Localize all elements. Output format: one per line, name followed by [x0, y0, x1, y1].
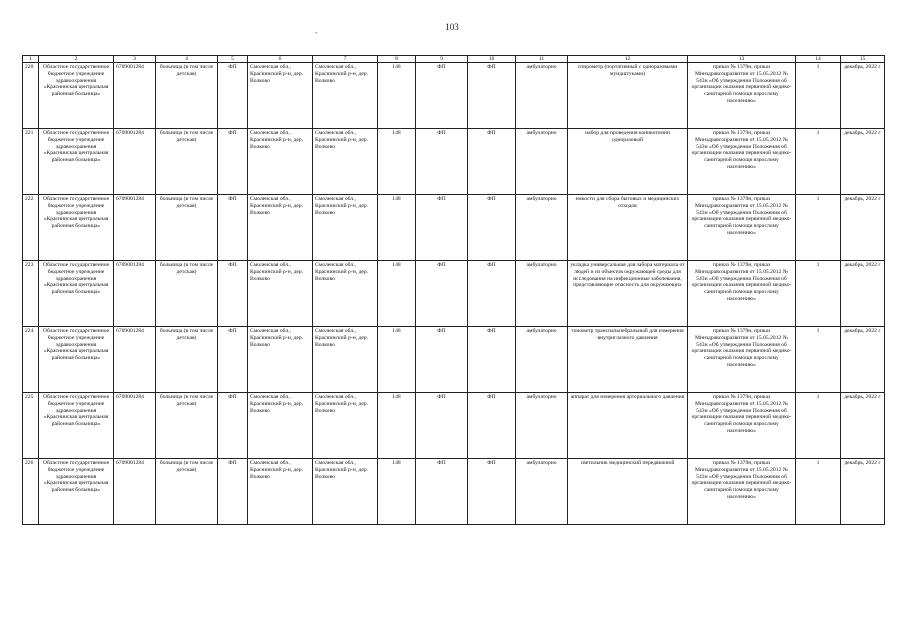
page-number: 103	[445, 22, 459, 32]
quantity-cell: 1	[796, 195, 841, 261]
care-form-cell: амбулаторно	[516, 327, 568, 393]
header-mark: -	[315, 28, 318, 37]
address-cell: Смоленская обл., Краснинский р-н, дер. Волково	[313, 459, 378, 525]
equipment-cell: укладка универсальная для забора материала от людей и из объектов окружающей среды для исследования на инфекционные заболевания, представляющие опасность для окружающих	[568, 261, 688, 327]
unit-cell: ФП	[218, 195, 248, 261]
code-cell: 148	[378, 459, 416, 525]
code-cell: 148	[378, 261, 416, 327]
table-row	[23, 459, 885, 525]
order-cell: приказ № 1379н, приказ Минздравсоцразвития от 15.05.2012 № 543н «Об утверждении Положения об организации оказания первичной медико-санитарной помощи взрослому населению»	[688, 261, 796, 327]
care-form-cell: амбулаторно	[516, 129, 568, 195]
col-header: 8	[378, 56, 416, 63]
address-cell: Смоленская обл., Краснинский р-н, дер. Волково	[313, 261, 378, 327]
unit-type-cell: ФП	[416, 195, 468, 261]
table-row	[23, 195, 885, 261]
address-cell: Смоленская обл., Краснинский р-н, дер. Волково	[248, 129, 313, 195]
unit-type-cell: ФП	[468, 327, 516, 393]
unit-type-cell: ФП	[468, 195, 516, 261]
col-header: 3	[114, 56, 156, 63]
unit-type-cell: ФП	[468, 459, 516, 525]
col-header: 1	[23, 56, 39, 63]
inn-cell: 6709001284	[114, 261, 156, 327]
quantity-cell: 1	[796, 459, 841, 525]
row-number: 225	[23, 393, 39, 459]
unit-cell: ФП	[218, 459, 248, 525]
table-row	[23, 327, 885, 393]
unit-type-cell: ФП	[416, 129, 468, 195]
address-cell: Смоленская обл., Краснинский р-н, дер. Волково	[313, 63, 378, 129]
row-number: 224	[23, 327, 39, 393]
quantity-cell: 1	[796, 129, 841, 195]
unit-type-cell: ФП	[468, 261, 516, 327]
facility-type-cell: больница (в том числе детская)	[156, 459, 218, 525]
address-cell: Смоленская обл., Краснинский р-н, дер. Волково	[248, 327, 313, 393]
inn-cell: 6709001284	[114, 393, 156, 459]
quantity-cell: 1	[796, 393, 841, 459]
order-cell: приказ № 1379н, приказ Минздравсоцразвития от 15.05.2012 № 543н «Об утверждении Положения об организации оказания первичной медико-санитарной помощи взрослому населению»	[688, 459, 796, 525]
inn-cell: 6709001284	[114, 459, 156, 525]
col-header: 9	[416, 56, 468, 63]
col-header: 11	[516, 56, 568, 63]
address-cell: Смоленская обл., Краснинский р-н, дер. Волково	[248, 195, 313, 261]
unit-type-cell: ФП	[468, 393, 516, 459]
equipment-cell: светильник медицинский передвижной	[568, 459, 688, 525]
row-number: 221	[23, 129, 39, 195]
inn-cell: 6709001284	[114, 327, 156, 393]
col-header: 2	[39, 56, 114, 63]
quantity-cell: 1	[796, 327, 841, 393]
row-number: 222	[23, 195, 39, 261]
equipment-cell: набор для проведения коникотомии одноразовый	[568, 129, 688, 195]
col-header: 4	[156, 56, 218, 63]
organization-cell: Областное государственное бюджетное учреждение здравоохранения «Краснинская центральная районная больница»	[39, 393, 114, 459]
address-cell: Смоленская обл., Краснинский р-н, дер. Волково	[248, 459, 313, 525]
col-header: 13	[688, 56, 796, 63]
date-cell: декабрь, 2022 г	[841, 195, 885, 261]
code-cell: 148	[378, 129, 416, 195]
facility-type-cell: больница (в том числе детская)	[156, 327, 218, 393]
col-header: 5	[218, 56, 248, 63]
care-form-cell: амбулаторно	[516, 63, 568, 129]
quantity-cell: 1	[796, 261, 841, 327]
unit-type-cell: ФП	[416, 261, 468, 327]
col-header: 6	[248, 56, 313, 63]
organization-cell: Областное государственное бюджетное учреждение здравоохранения «Краснинская центральная районная больница»	[39, 459, 114, 525]
address-cell: Смоленская обл., Краснинский р-н, дер. Волково	[313, 327, 378, 393]
code-cell: 148	[378, 195, 416, 261]
date-cell: декабрь, 2022 г	[841, 459, 885, 525]
equipment-cell: аппарат для измерения артериального давления	[568, 393, 688, 459]
inn-cell: 6709001284	[114, 63, 156, 129]
quantity-cell: 1	[796, 63, 841, 129]
organization-cell: Областное государственное бюджетное учреждение здравоохранения «Краснинская центральная районная больница»	[39, 261, 114, 327]
code-cell: 148	[378, 393, 416, 459]
row-number: 223	[23, 261, 39, 327]
inn-cell: 6709001284	[114, 129, 156, 195]
col-header: 12	[568, 56, 688, 63]
facility-type-cell: больница (в том числе детская)	[156, 63, 218, 129]
unit-cell: ФП	[218, 327, 248, 393]
table-row	[23, 261, 885, 327]
address-cell: Смоленская обл., Краснинский р-н, дер. Волково	[248, 393, 313, 459]
unit-type-cell: ФП	[416, 393, 468, 459]
code-cell: 148	[378, 327, 416, 393]
date-cell: декабрь, 2022 г	[841, 261, 885, 327]
address-cell: Смоленская обл., Краснинский р-н, дер. Волково	[313, 195, 378, 261]
unit-type-cell: ФП	[416, 63, 468, 129]
address-cell: Смоленская обл., Краснинский р-н, дер. Волково	[313, 393, 378, 459]
equipment-cell: емкости для сбора бытовых и медицинских отходов	[568, 195, 688, 261]
care-form-cell: амбулаторно	[516, 261, 568, 327]
table-row	[23, 393, 885, 459]
unit-cell: ФП	[218, 261, 248, 327]
row-number: 226	[23, 459, 39, 525]
row-number: 220	[23, 63, 39, 129]
table-body	[23, 63, 885, 525]
address-cell: Смоленская обл., Краснинский р-н, дер. Волково	[248, 261, 313, 327]
date-cell: декабрь, 2022 г	[841, 327, 885, 393]
facility-type-cell: больница (в том числе детская)	[156, 393, 218, 459]
address-cell: Смоленская обл., Краснинский р-н, дер. Волково	[313, 129, 378, 195]
date-cell: декабрь, 2022 г	[841, 129, 885, 195]
unit-type-cell: ФП	[416, 459, 468, 525]
organization-cell: Областное государственное бюджетное учреждение здравоохранения «Краснинская центральная районная больница»	[39, 129, 114, 195]
col-header: 10	[468, 56, 516, 63]
unit-type-cell: ФП	[416, 327, 468, 393]
order-cell: приказ № 1379н, приказ Минздравсоцразвития от 15.05.2012 № 543н «Об утверждении Положения об организации оказания первичной медико-санитарной помощи взрослому населению»	[688, 195, 796, 261]
date-cell: декабрь, 2022 г	[841, 63, 885, 129]
table-row	[23, 63, 885, 129]
unit-cell: ФП	[218, 129, 248, 195]
care-form-cell: амбулаторно	[516, 393, 568, 459]
unit-cell: ФП	[218, 393, 248, 459]
order-cell: приказ № 1379н, приказ Минздравсоцразвития от 15.05.2012 № 543н «Об утверждении Положения об организации оказания первичной медико-санитарной помощи взрослому населению»	[688, 63, 796, 129]
code-cell: 148	[378, 63, 416, 129]
equipment-cell: тонометр транспальпебральный для измерения внутриглазного давления	[568, 327, 688, 393]
col-header: 7	[313, 56, 378, 63]
organization-cell: Областное государственное бюджетное учреждение здравоохранения «Краснинская центральная районная больница»	[39, 63, 114, 129]
organization-cell: Областное государственное бюджетное учреждение здравоохранения «Краснинская центральная районная больница»	[39, 327, 114, 393]
header-row	[23, 56, 885, 63]
facility-type-cell: больница (в том числе детская)	[156, 129, 218, 195]
address-cell: Смоленская обл., Краснинский р-н, дер. Волково	[248, 63, 313, 129]
order-cell: приказ № 1379н, приказ Минздравсоцразвития от 15.05.2012 № 543н «Об утверждении Положения об организации оказания первичной медико-санитарной помощи взрослому населению»	[688, 327, 796, 393]
equipment-table	[22, 55, 885, 525]
equipment-cell: спирометр (портативный с одноразовыми мундштуками)	[568, 63, 688, 129]
date-cell: декабрь, 2022 г	[841, 393, 885, 459]
unit-cell: ФП	[218, 63, 248, 129]
col-header: 15	[841, 56, 885, 63]
care-form-cell: амбулаторно	[516, 459, 568, 525]
unit-type-cell: ФП	[468, 63, 516, 129]
inn-cell: 6709001284	[114, 195, 156, 261]
facility-type-cell: больница (в том числе детская)	[156, 195, 218, 261]
col-header: 14	[796, 56, 841, 63]
unit-type-cell: ФП	[468, 129, 516, 195]
table-row	[23, 129, 885, 195]
order-cell: приказ № 1379н, приказ Минздравсоцразвития от 15.05.2012 № 543н «Об утверждении Положения об организации оказания первичной медико-санитарной помощи взрослому населению»	[688, 393, 796, 459]
care-form-cell: амбулаторно	[516, 195, 568, 261]
facility-type-cell: больница (в том числе детская)	[156, 261, 218, 327]
order-cell: приказ № 1379н, приказ Минздравсоцразвития от 15.05.2012 № 543н «Об утверждении Положения об организации оказания первичной медико-санитарной помощи взрослому населению»	[688, 129, 796, 195]
organization-cell: Областное государственное бюджетное учреждение здравоохранения «Краснинская центральная районная больница»	[39, 195, 114, 261]
